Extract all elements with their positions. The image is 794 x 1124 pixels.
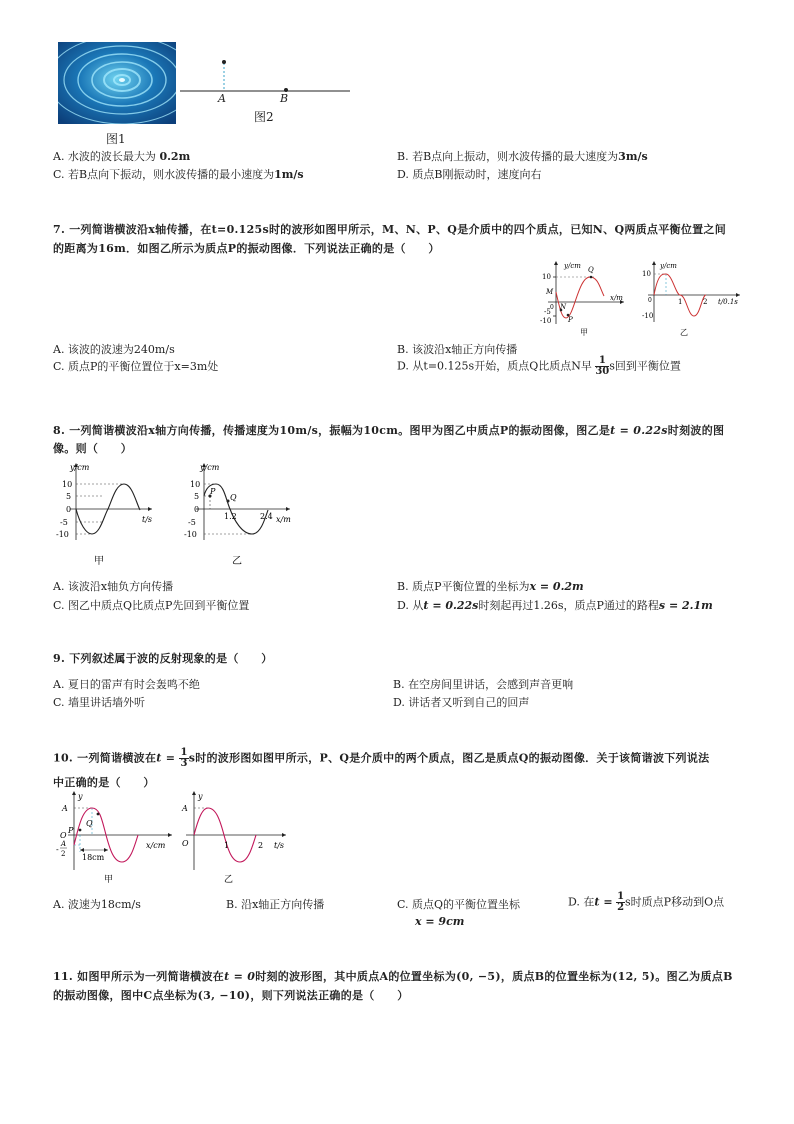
q8-yi-tick-0: 0 <box>194 505 200 514</box>
q8-yi-x-label: x/m <box>276 515 291 524</box>
q7-yi-x-label: t/0.1s <box>718 298 738 306</box>
q8-yi-tick-m10: -10 <box>184 530 197 539</box>
q8-yi-tick-5: 5 <box>194 492 200 501</box>
q8-yi-P: P <box>210 487 216 496</box>
q8-yi-tick-2.4: 2.4 <box>260 512 273 521</box>
q8-stem-line1: 8. 一列简谐横波沿x轴方向传播，传播速度为10m/s，振幅为10cm。图甲为图乙中质点P的振动图像，图乙是t = 0.22s时刻波的图 <box>53 424 725 437</box>
q9-option-c[interactable]: C. 墙里讲话墙外听 <box>53 696 146 709</box>
q8-jia-tick-5: 5 <box>66 492 72 501</box>
point-b-label: B <box>280 92 289 105</box>
q8-jia-x-label: t/s <box>142 515 153 524</box>
q8-yi-tick-m5: -5 <box>188 518 196 527</box>
q8-jia-caption: 甲 <box>94 556 104 567</box>
q10-jia-O: O <box>60 831 67 840</box>
q8-jia-y-label: y/cm <box>70 463 90 472</box>
q10-stem-fraction: $\frac{1}{3}$ <box>180 747 188 769</box>
q10-jia-minus-A: A <box>61 840 67 848</box>
q8-jia-tick-m5: -5 <box>60 518 68 527</box>
point-a-label: A <box>218 92 226 105</box>
q10-figure-jia <box>54 790 180 886</box>
q8-option-c[interactable]: C. 图乙中质点Q比质点P先回到平衡位置 <box>53 599 250 612</box>
q7-jia-Q: Q <box>588 266 594 274</box>
q7-option-d[interactable]: D. 从t=0.125s开始，质点Q比质点N早 $\frac{1}{30}$ s回到平衡位置 <box>397 355 681 377</box>
q8-yi-tick-1.2: 1.2 <box>224 512 237 521</box>
q8-yi-tick-10: 10 <box>190 480 201 489</box>
q7-jia-caption: 甲 <box>580 328 588 337</box>
q10-jia-minus-2: 2 <box>61 850 66 858</box>
q10-jia-caption: 甲 <box>104 875 114 885</box>
q10-yi-O: O <box>182 839 189 848</box>
q8-jia-tick-10: 10 <box>62 480 73 489</box>
q10-jia-P: P <box>68 826 74 835</box>
figure-2-diagram <box>178 55 353 105</box>
q7-jia-tick-0: 0 <box>550 304 554 311</box>
q8-figure-jia <box>56 460 156 570</box>
q7-option-c[interactable]: C. 质点P的平衡位置位于x=3m处 <box>53 360 219 373</box>
q9-stem: 9. 下列叙述属于波的反射现象的是（ ） <box>53 652 273 665</box>
q10-jia-minus: - <box>56 845 59 854</box>
q7-yi-tick-1: 1 <box>678 298 683 306</box>
q10-yi-caption: 乙 <box>224 875 234 885</box>
q10-option-b[interactable]: B. 沿x轴正方向传播 <box>226 898 325 911</box>
q10-yi-A: A <box>182 804 188 813</box>
q8-option-d[interactable]: D. 从t = 0.22s时刻起再过1.26s，质点P通过的路程s = 2.1m <box>397 599 713 612</box>
q10-jia-Q: Q <box>86 819 93 828</box>
q10-option-c[interactable]: C. 质点Q的平衡位置坐标 x = 9cm <box>397 898 521 928</box>
q10-stem-line2: 中正确的是（ ） <box>53 776 155 789</box>
q8-option-b[interactable]: B. 质点P平衡位置的坐标为x = 0.2m <box>397 580 584 593</box>
q8-yi-caption: 乙 <box>232 556 242 567</box>
q7-figure-jia <box>536 258 628 340</box>
q7-yi-tick-2: 2 <box>703 298 708 306</box>
q8-yi-y-label: y/cm <box>200 463 220 472</box>
figure-1-caption: 图1 <box>106 132 126 146</box>
q7-stem-line1: 7. 一列简谐横波沿x轴传播，在t=0.125s时的波形如图甲所示，M、N、P、Q是介质中的四个质点，已知N、Q两质点平衡位置之间 <box>53 223 727 236</box>
q10-yi-y-label: y <box>198 792 203 801</box>
q7-d-fraction: $\frac{1}{30}$ <box>595 355 610 377</box>
q10-option-d[interactable]: D. 在t = $\frac{1}{2}$ s时质点P移动到O点 <box>568 891 725 913</box>
q10-jia-distance: 18cm <box>82 853 105 862</box>
q10-stem-line1: 10. 一列简谐横波在t = $\frac{1}{3}$ s时的波形图如图甲所示，P、Q是介质中的两个质点，图乙是质点Q的振动图像．关于该简谐波下列说法 <box>53 747 710 769</box>
q7-jia-x-label: x/m <box>610 294 623 302</box>
q10-jia-y-label: y <box>78 792 83 801</box>
q7-figure-yi <box>640 258 744 340</box>
q9-option-a[interactable]: A. 夏日的雷声有时会轰鸣不绝 <box>53 678 200 691</box>
water-ripple-image <box>58 42 176 124</box>
q10-jia-x-label: x/cm <box>146 841 166 850</box>
q10-d-fraction: $\frac{1}{2}$ <box>617 891 625 913</box>
q10-yi-tick-1: 1 <box>224 841 230 850</box>
q6-option-b[interactable]: B. 若B点向上振动，则水波传播的最大速度为3m/s <box>397 150 648 163</box>
q7-option-a[interactable]: A. 该波的波速为240m/s <box>53 343 175 356</box>
q10-yi-tick-2: 2 <box>258 841 264 850</box>
q7-jia-M: M <box>546 288 554 296</box>
q8-option-a[interactable]: A. 该波沿x轴负方向传播 <box>53 580 174 593</box>
q10-figure-yi <box>180 790 292 886</box>
q6-option-d[interactable]: D. 质点B刚振动时，速度向右 <box>397 168 542 181</box>
q10-option-a[interactable]: A. 波速为18cm/s <box>53 898 141 911</box>
q11-stem-line1: 11. 如图甲所示为一列简谐横波在t = 0时刻的波形图，其中质点A的位置坐标为(0, −5)，质点B的位置坐标为(12, 5)。图乙为质点B <box>53 970 733 983</box>
q8-jia-tick-0: 0 <box>66 505 72 514</box>
q7-yi-tick-m10: -10 <box>642 312 654 320</box>
figure-2-caption: 图2 <box>254 110 274 124</box>
q7-jia-y-label: y/cm <box>564 262 581 270</box>
q11-stem-line2: 的振动图像，图中C点坐标为(3, −10)，则下列说法正确的是（ ） <box>53 989 409 1002</box>
q7-yi-caption: 乙 <box>680 328 688 337</box>
q8-figure-yi <box>184 460 294 570</box>
q10-jia-A: A <box>62 804 68 813</box>
q8-stem-line2: 像。则（ ） <box>53 442 133 455</box>
q7-jia-P: P <box>568 316 573 324</box>
q7-yi-y-label: y/cm <box>660 262 677 270</box>
q10-yi-x-label: t/s <box>274 841 285 850</box>
q7-yi-tick-0: 0 <box>648 297 652 304</box>
q8-yi-Q: Q <box>230 493 237 502</box>
q7-jia-N: N <box>560 303 567 311</box>
q8-jia-tick-m10: -10 <box>56 530 69 539</box>
q9-option-d[interactable]: D. 讲话者又听到自己的回声 <box>393 696 530 709</box>
q7-stem-line2: 的距离为16m．如图乙所示为质点P的振动图像．下列说法正确的是（ ） <box>53 242 440 255</box>
q7-jia-tick-m10: -10 <box>540 317 552 325</box>
q7-jia-tick-m5: -5 <box>544 308 551 316</box>
q7-yi-tick-10: 10 <box>642 270 651 278</box>
q6-option-a[interactable]: A. 水波的波长最大为 0.2m <box>53 150 191 163</box>
q7-jia-tick-10: 10 <box>542 273 551 281</box>
q9-option-b[interactable]: B. 在空房间里讲话，会感到声音更响 <box>393 678 574 691</box>
q6-option-c[interactable]: C. 若B点向下振动，则水波传播的最小速度为1m/s <box>53 168 304 181</box>
q7-option-b[interactable]: B. 该波沿x轴正方向传播 <box>397 343 518 356</box>
